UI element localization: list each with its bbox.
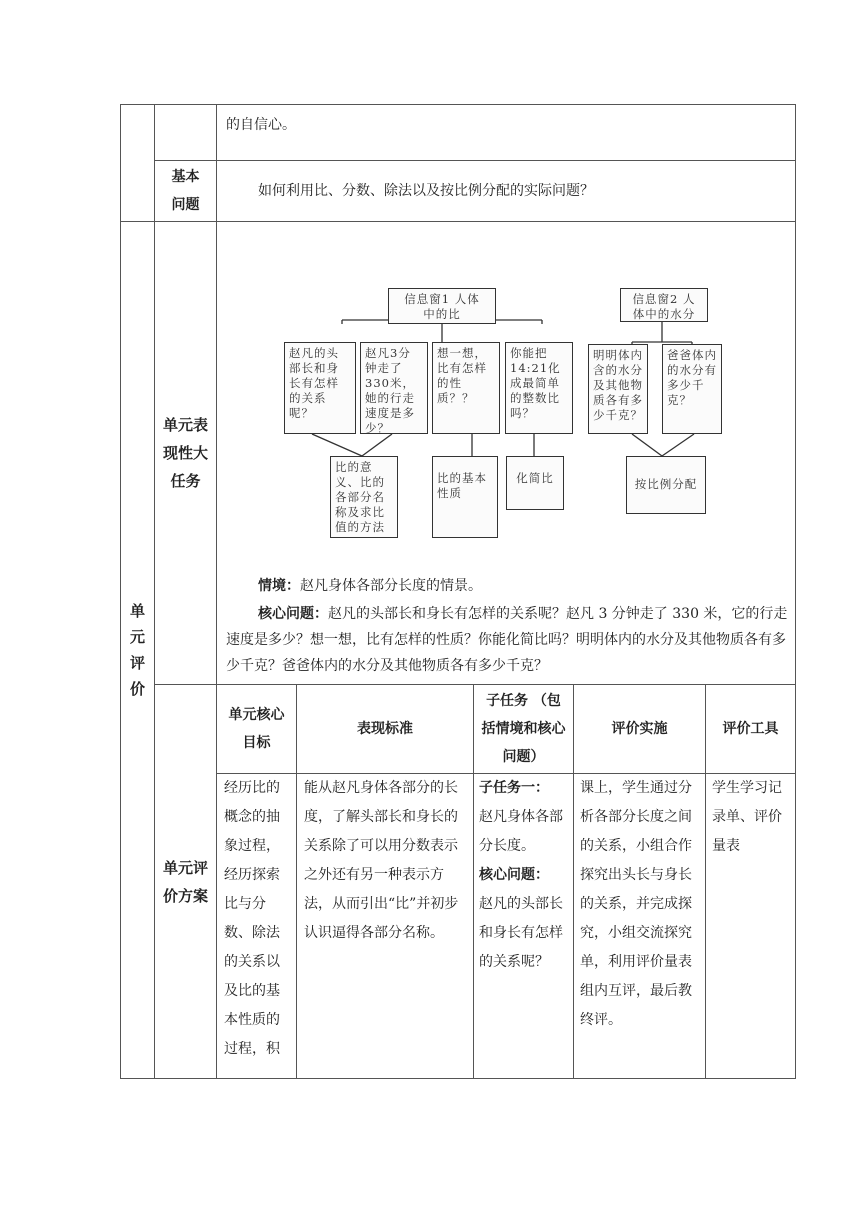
question-box-1: 赵凡的头部长和身长有怎样的关系呢？ [284, 342, 356, 434]
info-window-2 [620, 288, 708, 322]
row1-text: 的自信心。 [226, 117, 296, 133]
body-core-goal: 经历比的概念的抽象过程，经历探索比与分数、除法的关系以及比的基本性质的过程，积 [224, 780, 280, 1057]
concept-box-2 [432, 456, 498, 538]
situation-label: 情境： [258, 578, 300, 594]
col-divider-2 [216, 104, 217, 1079]
situation-text: 赵凡身体各部分长度的情景。 [300, 578, 482, 594]
body-tool: 学生学习记录单、评价量表 [712, 780, 782, 854]
question-box-6: 爸爸体内的水分有多少千克？ [662, 344, 722, 434]
basic-question-label [155, 161, 216, 221]
subtask-label: 子任务一： [479, 780, 549, 796]
concept-box-2-text: 比的基本性质 [437, 471, 487, 500]
row-divider-1 [154, 160, 796, 161]
header-implementation: 评价实施 [611, 721, 668, 737]
question-box-3: 想一想，比有怎样的性质？？ [432, 342, 500, 434]
header-subtask-text: 子任务 （包括情境和核心问题） [481, 693, 566, 765]
task-label-text: 单元表现性大任务 [162, 416, 208, 490]
knowledge-diagram [222, 224, 792, 569]
concept-box-4-text: 按比例分配 [634, 477, 698, 491]
body-subtask [479, 774, 567, 977]
info-window-2-text: 信息窗2 人体中的水分 [632, 292, 696, 321]
situation-line [258, 573, 788, 599]
question-box-4: 你能把14:21化成最简单的整数比吗？ [505, 342, 573, 434]
basic-question-label-text: 基本问题 [171, 169, 200, 213]
question-box-2: 赵凡3分钟走了330米，她的行走速度是多少？ [360, 342, 428, 434]
subtask-text: 赵凡身体各部分长度。 [479, 809, 563, 854]
evaluation-plan-label-text: 单元评价方案 [162, 858, 208, 905]
table-border-bottom [120, 1078, 796, 1079]
info-window-1 [388, 288, 496, 324]
basic-question-text: 如何利用比、分数、除法以及按比例分配的实际问题？ [258, 183, 594, 199]
core-question-text: 赵凡的头部长和身长有怎样的关系呢？赵凡 3 分钟走了 330 米，它的行走速度是多少？想一想，比有怎样的性质？你能化简比吗？明明体内的水分及其他物质各有多少千克？爸爸体内的水分及其他物质各有多少千克？ [226, 606, 788, 674]
concept-box-3 [506, 456, 564, 510]
task-label [155, 222, 216, 684]
header-tool: 评价工具 [722, 721, 779, 737]
header-core-goal [217, 685, 296, 773]
question-box-5: 明明体内含的水分及其他物质各有多少千克？ [588, 344, 648, 434]
subtask-core-label: 核心问题： [479, 867, 549, 883]
table-border-top [120, 104, 796, 105]
unit-evaluation-label [121, 222, 154, 1078]
subtask-core-text: 赵凡的头部长和身长有怎样的关系呢？ [479, 896, 563, 970]
table-border-right [795, 104, 796, 1079]
header-subtask [474, 685, 573, 773]
header-core-goal-text: 单元核心目标 [228, 707, 285, 751]
concept-box-3-text: 化简比 [516, 471, 554, 485]
unit-evaluation-label-text: 单元评价 [129, 602, 145, 698]
concept-box-4 [626, 456, 706, 514]
info-window-1-text: 信息窗1 人体中的比 [404, 292, 480, 321]
body-standard: 能从赵凡身体各部分的长度，了解头部长和身长的关系除了可以用分数表示之外还有另一种表示方法，从而引出“比”并初步认识逼得各部分名称。 [304, 780, 459, 941]
concept-box-1: 比的意义、比的各部分名称及求比值的方法 [330, 456, 398, 538]
evaluation-plan-label [155, 685, 216, 1078]
core-question-label: 核心问题： [258, 606, 328, 622]
row-divider-2 [120, 221, 796, 222]
header-standard: 表现标准 [357, 721, 413, 737]
core-question-paragraph [226, 601, 788, 679]
body-implementation: 课上，学生通过分析各部分长度之间的关系，小组合作探究出头长与身长的关系，并完成探究，小组交流探究单，利用评价量表组内互评，最后教终评。 [580, 780, 692, 1028]
